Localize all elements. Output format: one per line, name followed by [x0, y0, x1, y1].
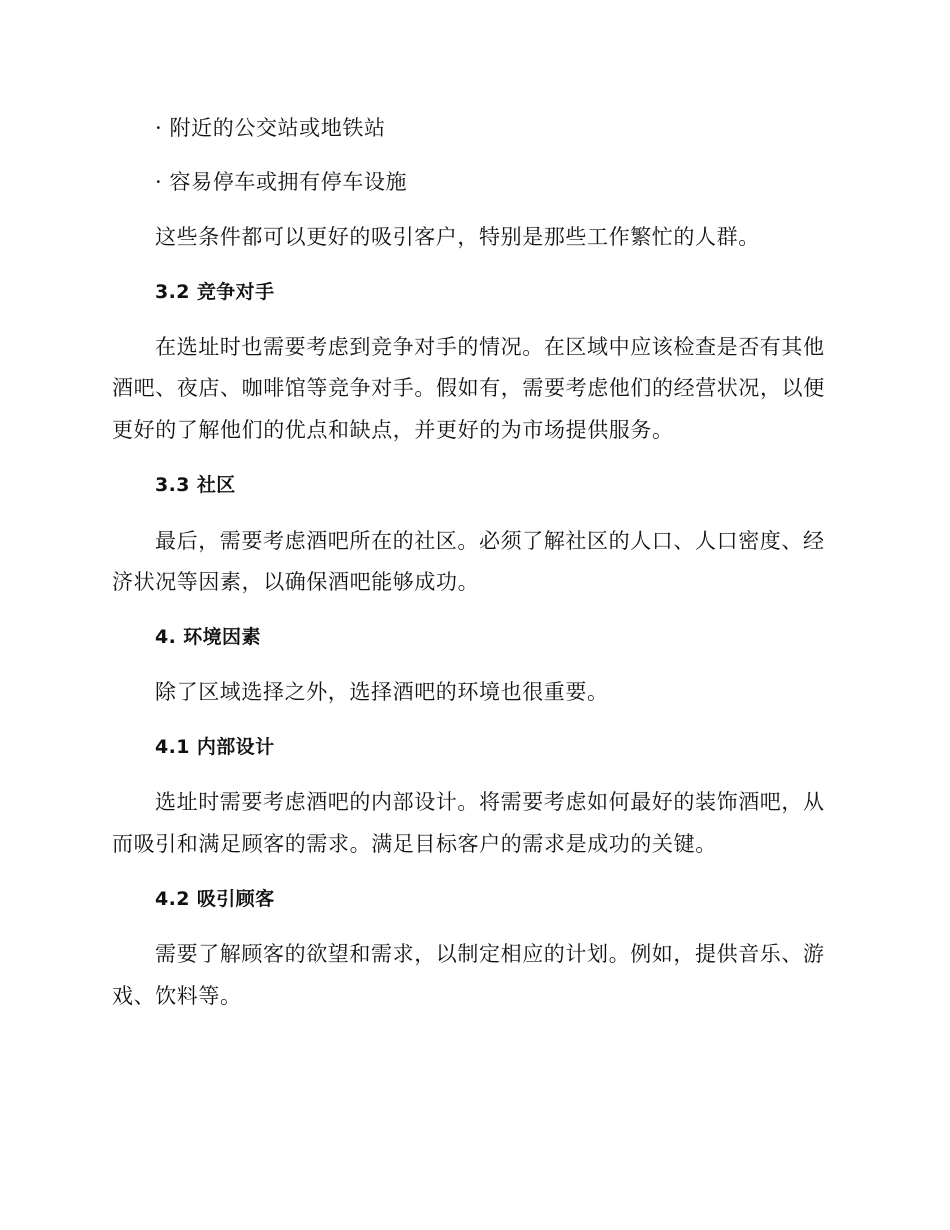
paragraph-line: 更好的了解他们的优点和缺点，并更好的为市场提供服务。	[112, 418, 674, 442]
paragraph-line: 戏、饮料等。	[112, 984, 242, 1008]
paragraph-line: 而吸引和满足顾客的需求。满足目标客户的需求是成功的关键。	[112, 832, 717, 856]
paragraph-line: 最后，需要考虑酒吧所在的社区。必须了解社区的人口、人口密度、经	[155, 529, 825, 553]
section-heading-4: 4. 环境因素	[155, 626, 261, 648]
paragraph-line: 需要了解顾客的欲望和需求，以制定相应的计划。例如，提供音乐、游	[155, 942, 825, 966]
bullet-item: · 容易停车或拥有停车设施	[155, 170, 408, 194]
section-heading-4-1: 4.1 内部设计	[155, 736, 275, 758]
bullet-item: · 附近的公交站或地铁站	[155, 116, 386, 140]
section-heading-3-2: 3.2 竞争对手	[155, 281, 275, 303]
paragraph-line: 这些条件都可以更好的吸引客户，特别是那些工作繁忙的人群。	[155, 225, 760, 249]
paragraph-line: 在选址时也需要考虑到竞争对手的情况。在区域中应该检查是否有其他	[155, 335, 825, 359]
paragraph-line: 选址时需要考虑酒吧的内部设计。将需要考虑如何最好的装饰酒吧，从	[155, 790, 825, 814]
section-heading-4-2: 4.2 吸引顾客	[155, 888, 275, 910]
paragraph-line: 酒吧、夜店、咖啡馆等竞争对手。假如有，需要考虑他们的经营状况，以便	[112, 376, 825, 400]
paragraph-line: 济状况等因素，以确保酒吧能够成功。	[112, 570, 480, 594]
section-heading-3-3: 3.3 社区	[155, 474, 236, 496]
paragraph-line: 除了区域选择之外，选择酒吧的环境也很重要。	[155, 680, 609, 704]
